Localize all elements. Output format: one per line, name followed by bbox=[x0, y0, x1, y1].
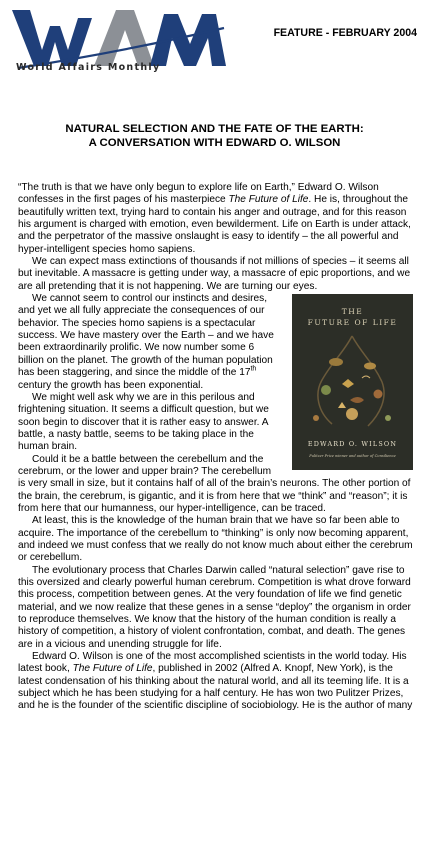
book-cover-illustration bbox=[292, 332, 413, 432]
paragraph: Edward O. Wilson is one of the most accomplished scientists in the world today. His latest book, The Future of Life, published in 2002 (Alfred A. Knopf, New York), is the latest condensation of his thinking about the natural world, and all its teeming life. It is a subject which he has been studying for a half century. He has won two Pulitzer Prizes, and he is the founder of the scientific discipline of sociobiology. He is the author of many bbox=[18, 651, 413, 712]
paragraph: The evolutionary process that Charles Darwin called “natural selection” gave rise to this oversized and clearly powerful human cerebrum. Competition is what drove forward this process, competition between genes. At the very foundation of life we find genetic material, and we now realize that these genes in a sense “deploy” the organism in order to reproduce themselves. We know that the history of the human condition is really a history of competition, a history of violent confrontation, combat, and death. The genes are in a vicious and unending struggle for life. bbox=[18, 564, 411, 650]
header bbox=[0, 0, 429, 90]
article-subtitle: A CONVERSATION WITH EDWARD O. WILSON bbox=[88, 137, 341, 149]
paragraph: Could it be a battle between the cerebellum and the cerebrum, or the lower and upper brain? The cerebellum is very small in size, but it contains half of all of the brain’s neurons. The other portion of the brain, the cerebrum, is gigantic, and it is from here that we “think” and “reason”; it is from here that our humanness, our hyper-intelligence, can be traced. bbox=[18, 453, 411, 514]
book-cover-blurb: Pulitzer Prize winner and author of Consilience bbox=[309, 454, 396, 459]
book-cover-title: THE FUTURE OF LIFE bbox=[307, 307, 398, 328]
paragraph: We can expect mass extinctions of thousands if not millions of species – it seems all but inevitable. A massacre is getting under way, a massacre of epic proportions, and we are all pretending that it is not happening. We are turning our eyes. bbox=[18, 256, 411, 292]
article-title: NATURAL SELECTION AND THE FATE OF THE EARTH: bbox=[65, 123, 364, 135]
book-cover-image bbox=[292, 294, 413, 470]
book-cover-author: EDWARD O. WILSON bbox=[307, 440, 398, 449]
article-body bbox=[18, 182, 413, 713]
article-heading bbox=[0, 122, 429, 150]
feature-label: FEATURE - FEBRUARY 2004 bbox=[273, 27, 417, 39]
paragraph: We might well ask why we are in this perilous and frightening situation. It seems a difficult question, but we soon begin to discover that it is rather easy to answer. A battle, a nasty battle, seems to be taking place in the human brain. bbox=[18, 391, 269, 453]
paragraph: We cannot seem to control our instincts and desires, and yet we all fully appreciate the consequences of our behavior. The species homo sapiens is a spectacular success. We have mastery over the Earth – and we have been extraordinarily prolific. We now number some 6 billion on the planet. The growth of the human population has been staggering, and since the middle of the 17th century the growth has been exponential. bbox=[18, 293, 274, 391]
paragraph: At least, this is the knowledge of the human brain that we have so far been able to acquire. The importance of the cerebellum to “thinking” is only now becoming apparent, and indeed we must confess that we really do not know much about either the cerebrum or cerebellum. bbox=[18, 515, 413, 564]
paragraph: “The truth is that we have only begun to explore life on Earth,” Edward O. Wilson confesses in the first pages of his masterpiece The Future of Life. He is, throughout the beautifully written text, trying hard to contain his anger and outrage, and for this reason his argument is charged with emotion, even bewilderment. Life on Earth is under attack, and the perpetrator of the massive onslaught is easy to identify – the all powerful and hyper-intelligent species homo sapiens. bbox=[18, 182, 411, 255]
logo-tagline: World Affairs Monthly bbox=[16, 62, 161, 73]
